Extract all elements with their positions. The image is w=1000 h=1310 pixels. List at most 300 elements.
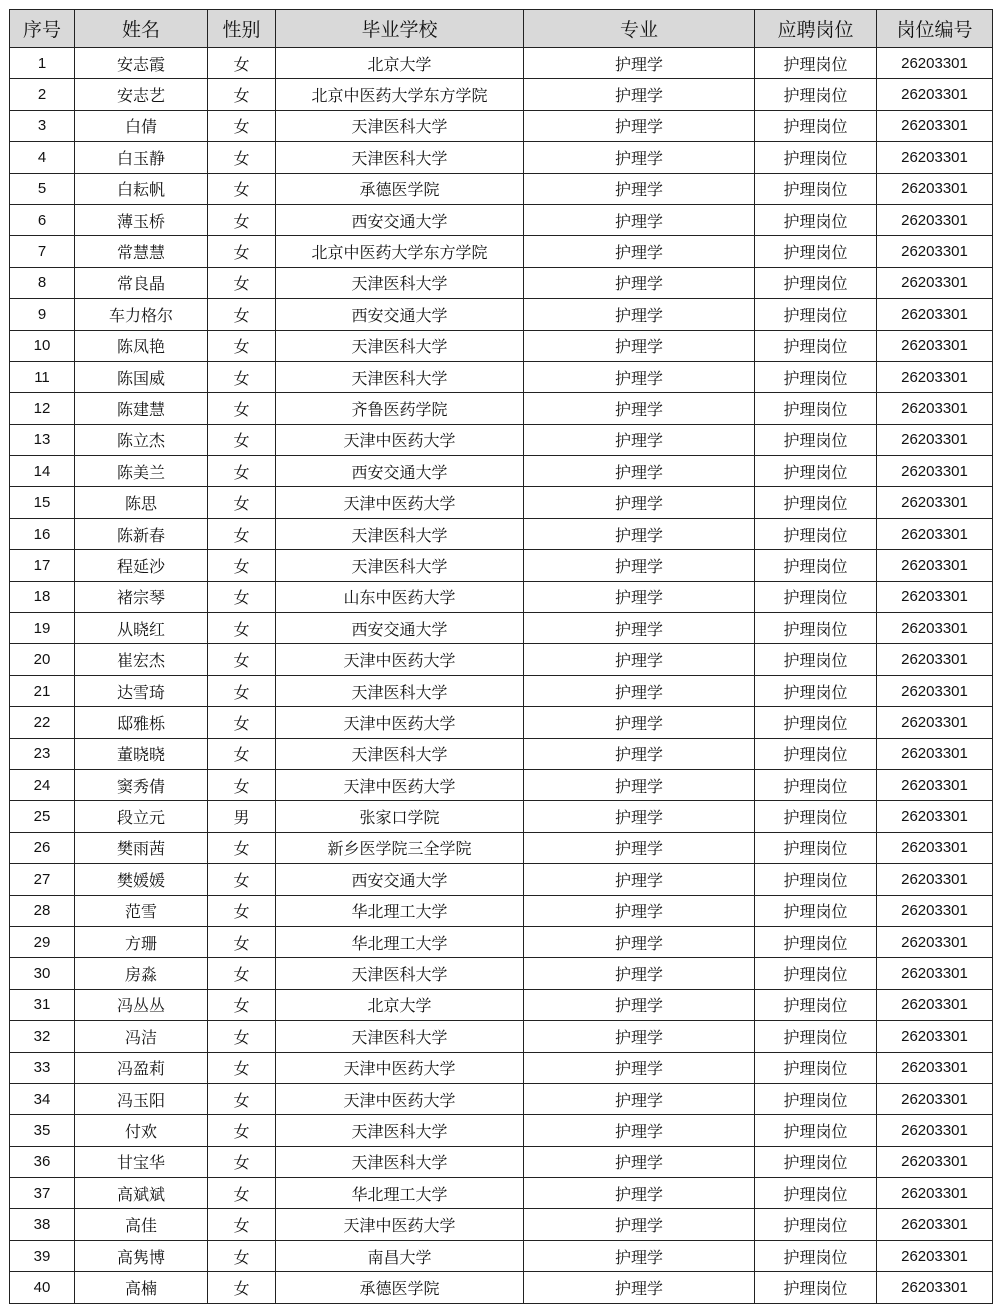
- cell-index: 39: [10, 1240, 75, 1271]
- cell-name: 陈国威: [75, 361, 208, 392]
- cell-position: 护理岗位: [755, 393, 877, 424]
- cell-gender: 女: [208, 204, 276, 235]
- table-row: [10, 1240, 993, 1271]
- cell-major: 护理学: [524, 926, 755, 957]
- cell-school: 天津医科大学: [276, 330, 524, 361]
- cell-name: 冯玉阳: [75, 1083, 208, 1114]
- cell-school: 北京中医药大学东方学院: [276, 236, 524, 267]
- cell-position-code: 26203301: [877, 613, 993, 644]
- cell-major: 护理学: [524, 707, 755, 738]
- cell-gender: 女: [208, 267, 276, 298]
- cell-gender: 女: [208, 832, 276, 863]
- cell-position-code: 26203301: [877, 926, 993, 957]
- table-row: [10, 832, 993, 863]
- table-row: [10, 801, 993, 832]
- table-row: [10, 1178, 993, 1209]
- cell-position-code: 26203301: [877, 1178, 993, 1209]
- cell-position: 护理岗位: [755, 1240, 877, 1271]
- cell-position: 护理岗位: [755, 518, 877, 549]
- cell-major: 护理学: [524, 299, 755, 330]
- table-row: [10, 79, 993, 110]
- cell-major: 护理学: [524, 48, 755, 79]
- cell-index: 30: [10, 958, 75, 989]
- cell-major: 护理学: [524, 487, 755, 518]
- cell-major: 护理学: [524, 424, 755, 455]
- cell-gender: 女: [208, 895, 276, 926]
- cell-position-code: 26203301: [877, 644, 993, 675]
- table-row: [10, 1209, 993, 1240]
- cell-name: 陈立杰: [75, 424, 208, 455]
- cell-school: 西安交通大学: [276, 613, 524, 644]
- cell-gender: 女: [208, 173, 276, 204]
- header-row: [10, 10, 993, 48]
- cell-school: 天津中医药大学: [276, 487, 524, 518]
- cell-position-code: 26203301: [877, 299, 993, 330]
- cell-major: 护理学: [524, 675, 755, 706]
- cell-position-code: 26203301: [877, 1052, 993, 1083]
- cell-gender: 女: [208, 644, 276, 675]
- cell-position-code: 26203301: [877, 864, 993, 895]
- cell-position: 护理岗位: [755, 989, 877, 1020]
- cell-major: 护理学: [524, 236, 755, 267]
- cell-index: 14: [10, 456, 75, 487]
- cell-major: 护理学: [524, 958, 755, 989]
- cell-position-code: 26203301: [877, 675, 993, 706]
- cell-index: 29: [10, 926, 75, 957]
- table-row: [10, 895, 993, 926]
- cell-index: 3: [10, 110, 75, 141]
- cell-position-code: 26203301: [877, 267, 993, 298]
- cell-gender: 女: [208, 330, 276, 361]
- header-position: 应聘岗位: [755, 10, 877, 48]
- cell-name: 冯洁: [75, 1021, 208, 1052]
- cell-name: 白玉静: [75, 142, 208, 173]
- cell-index: 40: [10, 1272, 75, 1303]
- cell-school: 天津医科大学: [276, 267, 524, 298]
- cell-school: 天津中医药大学: [276, 769, 524, 800]
- cell-school: 华北理工大学: [276, 895, 524, 926]
- table-row: [10, 456, 993, 487]
- cell-position-code: 26203301: [877, 1115, 993, 1146]
- cell-major: 护理学: [524, 1052, 755, 1083]
- cell-index: 17: [10, 550, 75, 581]
- cell-index: 34: [10, 1083, 75, 1114]
- cell-position: 护理岗位: [755, 456, 877, 487]
- cell-major: 护理学: [524, 801, 755, 832]
- cell-position-code: 26203301: [877, 1209, 993, 1240]
- cell-gender: 女: [208, 1083, 276, 1114]
- cell-index: 33: [10, 1052, 75, 1083]
- cell-position-code: 26203301: [877, 581, 993, 612]
- cell-name: 常良晶: [75, 267, 208, 298]
- table-row: [10, 424, 993, 455]
- table-row: [10, 675, 993, 706]
- cell-gender: 女: [208, 110, 276, 141]
- cell-gender: 女: [208, 1178, 276, 1209]
- table-row: [10, 361, 993, 392]
- cell-position: 护理岗位: [755, 769, 877, 800]
- cell-major: 护理学: [524, 1083, 755, 1114]
- cell-index: 38: [10, 1209, 75, 1240]
- cell-position-code: 26203301: [877, 330, 993, 361]
- cell-position: 护理岗位: [755, 267, 877, 298]
- cell-index: 18: [10, 581, 75, 612]
- table-row: [10, 581, 993, 612]
- cell-position-code: 26203301: [877, 1146, 993, 1177]
- cell-index: 16: [10, 518, 75, 549]
- table-row: [10, 299, 993, 330]
- cell-position: 护理岗位: [755, 895, 877, 926]
- cell-major: 护理学: [524, 895, 755, 926]
- header-index: 序号: [10, 10, 75, 48]
- cell-position: 护理岗位: [755, 142, 877, 173]
- cell-major: 护理学: [524, 1021, 755, 1052]
- document-page: [9, 9, 993, 1304]
- cell-name: 褚宗琴: [75, 581, 208, 612]
- cell-school: 天津医科大学: [276, 110, 524, 141]
- cell-name: 陈美兰: [75, 456, 208, 487]
- cell-index: 4: [10, 142, 75, 173]
- table-row: [10, 487, 993, 518]
- cell-position-code: 26203301: [877, 832, 993, 863]
- cell-major: 护理学: [524, 769, 755, 800]
- cell-position: 护理岗位: [755, 204, 877, 235]
- cell-index: 15: [10, 487, 75, 518]
- table-row: [10, 550, 993, 581]
- cell-name: 高隽博: [75, 1240, 208, 1271]
- cell-school: 天津中医药大学: [276, 1052, 524, 1083]
- cell-position: 护理岗位: [755, 236, 877, 267]
- cell-school: 天津中医药大学: [276, 1083, 524, 1114]
- cell-position-code: 26203301: [877, 1021, 993, 1052]
- cell-gender: 女: [208, 1115, 276, 1146]
- cell-gender: 女: [208, 393, 276, 424]
- cell-name: 高楠: [75, 1272, 208, 1303]
- cell-major: 护理学: [524, 832, 755, 863]
- cell-position-code: 26203301: [877, 518, 993, 549]
- table-row: [10, 738, 993, 769]
- table-row: [10, 958, 993, 989]
- cell-school: 西安交通大学: [276, 299, 524, 330]
- cell-name: 付欢: [75, 1115, 208, 1146]
- cell-school: 北京中医药大学东方学院: [276, 79, 524, 110]
- cell-position-code: 26203301: [877, 989, 993, 1020]
- cell-gender: 女: [208, 989, 276, 1020]
- applicant-table: [9, 9, 993, 1304]
- cell-school: 天津医科大学: [276, 518, 524, 549]
- cell-name: 董晓晓: [75, 738, 208, 769]
- cell-index: 20: [10, 644, 75, 675]
- cell-position: 护理岗位: [755, 613, 877, 644]
- cell-school: 天津中医药大学: [276, 424, 524, 455]
- cell-major: 护理学: [524, 644, 755, 675]
- cell-position-code: 26203301: [877, 958, 993, 989]
- cell-name: 甘宝华: [75, 1146, 208, 1177]
- table-row: [10, 1272, 993, 1303]
- cell-name: 窦秀倩: [75, 769, 208, 800]
- cell-major: 护理学: [524, 1209, 755, 1240]
- cell-school: 天津中医药大学: [276, 1209, 524, 1240]
- cell-position-code: 26203301: [877, 487, 993, 518]
- cell-school: 西安交通大学: [276, 456, 524, 487]
- cell-major: 护理学: [524, 1272, 755, 1303]
- cell-school: 承德医学院: [276, 173, 524, 204]
- cell-name: 樊雨茜: [75, 832, 208, 863]
- cell-major: 护理学: [524, 79, 755, 110]
- cell-gender: 女: [208, 1240, 276, 1271]
- cell-position-code: 26203301: [877, 1272, 993, 1303]
- table-row: [10, 1052, 993, 1083]
- cell-position: 护理岗位: [755, 361, 877, 392]
- cell-position-code: 26203301: [877, 895, 993, 926]
- cell-position-code: 26203301: [877, 1083, 993, 1114]
- cell-major: 护理学: [524, 267, 755, 298]
- cell-index: 21: [10, 675, 75, 706]
- cell-position: 护理岗位: [755, 48, 877, 79]
- cell-name: 从晓红: [75, 613, 208, 644]
- cell-index: 13: [10, 424, 75, 455]
- cell-school: 山东中医药大学: [276, 581, 524, 612]
- cell-name: 高斌斌: [75, 1178, 208, 1209]
- cell-name: 达雪琦: [75, 675, 208, 706]
- cell-major: 护理学: [524, 550, 755, 581]
- cell-position: 护理岗位: [755, 926, 877, 957]
- cell-position-code: 26203301: [877, 204, 993, 235]
- header-name: 姓名: [75, 10, 208, 48]
- cell-gender: 女: [208, 1052, 276, 1083]
- cell-position-code: 26203301: [877, 48, 993, 79]
- cell-index: 32: [10, 1021, 75, 1052]
- table-row: [10, 644, 993, 675]
- cell-gender: 女: [208, 707, 276, 738]
- cell-name: 崔宏杰: [75, 644, 208, 675]
- cell-major: 护理学: [524, 1178, 755, 1209]
- cell-position-code: 26203301: [877, 142, 993, 173]
- cell-gender: 女: [208, 738, 276, 769]
- cell-position-code: 26203301: [877, 424, 993, 455]
- cell-position: 护理岗位: [755, 299, 877, 330]
- cell-index: 11: [10, 361, 75, 392]
- cell-school: 华北理工大学: [276, 926, 524, 957]
- cell-index: 28: [10, 895, 75, 926]
- cell-position: 护理岗位: [755, 581, 877, 612]
- table-row: [10, 1083, 993, 1114]
- cell-name: 车力格尔: [75, 299, 208, 330]
- cell-gender: 女: [208, 142, 276, 173]
- cell-position: 护理岗位: [755, 1146, 877, 1177]
- cell-major: 护理学: [524, 142, 755, 173]
- cell-position: 护理岗位: [755, 675, 877, 706]
- table-row: [10, 518, 993, 549]
- cell-name: 陈新春: [75, 518, 208, 549]
- cell-index: 26: [10, 832, 75, 863]
- cell-gender: 男: [208, 801, 276, 832]
- table-row: [10, 110, 993, 141]
- cell-name: 樊媛媛: [75, 864, 208, 895]
- cell-position-code: 26203301: [877, 769, 993, 800]
- table-row: [10, 989, 993, 1020]
- table-header: [10, 10, 993, 48]
- cell-position-code: 26203301: [877, 738, 993, 769]
- cell-school: 承德医学院: [276, 1272, 524, 1303]
- cell-index: 36: [10, 1146, 75, 1177]
- cell-index: 5: [10, 173, 75, 204]
- cell-index: 24: [10, 769, 75, 800]
- cell-index: 2: [10, 79, 75, 110]
- cell-index: 22: [10, 707, 75, 738]
- cell-name: 白倩: [75, 110, 208, 141]
- cell-school: 南昌大学: [276, 1240, 524, 1271]
- cell-name: 冯盈莉: [75, 1052, 208, 1083]
- table-row: [10, 204, 993, 235]
- cell-school: 天津医科大学: [276, 738, 524, 769]
- cell-major: 护理学: [524, 738, 755, 769]
- cell-index: 27: [10, 864, 75, 895]
- cell-major: 护理学: [524, 518, 755, 549]
- cell-gender: 女: [208, 1146, 276, 1177]
- cell-school: 天津医科大学: [276, 1115, 524, 1146]
- cell-index: 19: [10, 613, 75, 644]
- cell-position: 护理岗位: [755, 1178, 877, 1209]
- cell-position-code: 26203301: [877, 173, 993, 204]
- cell-major: 护理学: [524, 1115, 755, 1146]
- cell-school: 天津医科大学: [276, 550, 524, 581]
- cell-school: 天津医科大学: [276, 361, 524, 392]
- table-row: [10, 769, 993, 800]
- cell-gender: 女: [208, 79, 276, 110]
- cell-gender: 女: [208, 769, 276, 800]
- cell-index: 10: [10, 330, 75, 361]
- table-row: [10, 1115, 993, 1146]
- header-gender: 性别: [208, 10, 276, 48]
- cell-position-code: 26203301: [877, 236, 993, 267]
- cell-gender: 女: [208, 424, 276, 455]
- cell-position: 护理岗位: [755, 958, 877, 989]
- cell-position-code: 26203301: [877, 79, 993, 110]
- cell-index: 31: [10, 989, 75, 1020]
- table-row: [10, 393, 993, 424]
- cell-name: 邸雅栎: [75, 707, 208, 738]
- cell-gender: 女: [208, 958, 276, 989]
- cell-name: 房淼: [75, 958, 208, 989]
- cell-school: 天津医科大学: [276, 958, 524, 989]
- cell-major: 护理学: [524, 393, 755, 424]
- cell-index: 8: [10, 267, 75, 298]
- cell-position: 护理岗位: [755, 173, 877, 204]
- cell-major: 护理学: [524, 330, 755, 361]
- table-row: [10, 48, 993, 79]
- cell-name: 陈建慧: [75, 393, 208, 424]
- cell-school: 北京大学: [276, 48, 524, 79]
- table-row: [10, 1146, 993, 1177]
- table-row: [10, 330, 993, 361]
- cell-major: 护理学: [524, 173, 755, 204]
- table-body: [10, 48, 993, 1304]
- table-row: [10, 267, 993, 298]
- cell-position: 护理岗位: [755, 1083, 877, 1114]
- cell-major: 护理学: [524, 1146, 755, 1177]
- cell-gender: 女: [208, 487, 276, 518]
- table-row: [10, 613, 993, 644]
- cell-gender: 女: [208, 1272, 276, 1303]
- cell-major: 护理学: [524, 110, 755, 141]
- cell-position-code: 26203301: [877, 707, 993, 738]
- cell-name: 程延沙: [75, 550, 208, 581]
- cell-school: 张家口学院: [276, 801, 524, 832]
- cell-position: 护理岗位: [755, 832, 877, 863]
- cell-index: 23: [10, 738, 75, 769]
- header-school: 毕业学校: [276, 10, 524, 48]
- cell-name: 陈思: [75, 487, 208, 518]
- table-row: [10, 236, 993, 267]
- table-row: [10, 926, 993, 957]
- table-row: [10, 173, 993, 204]
- cell-name: 方珊: [75, 926, 208, 957]
- cell-name: 冯丛丛: [75, 989, 208, 1020]
- table-row: [10, 142, 993, 173]
- cell-name: 安志艺: [75, 79, 208, 110]
- cell-school: 天津医科大学: [276, 142, 524, 173]
- cell-major: 护理学: [524, 456, 755, 487]
- cell-position-code: 26203301: [877, 361, 993, 392]
- cell-gender: 女: [208, 613, 276, 644]
- cell-position: 护理岗位: [755, 1209, 877, 1240]
- cell-name: 范雪: [75, 895, 208, 926]
- cell-school: 天津医科大学: [276, 1021, 524, 1052]
- cell-major: 护理学: [524, 1240, 755, 1271]
- cell-name: 白耘帆: [75, 173, 208, 204]
- cell-position: 护理岗位: [755, 801, 877, 832]
- cell-gender: 女: [208, 581, 276, 612]
- cell-position: 护理岗位: [755, 79, 877, 110]
- cell-gender: 女: [208, 299, 276, 330]
- header-major: 专业: [524, 10, 755, 48]
- cell-name: 常慧慧: [75, 236, 208, 267]
- cell-gender: 女: [208, 926, 276, 957]
- cell-name: 安志霞: [75, 48, 208, 79]
- cell-gender: 女: [208, 48, 276, 79]
- cell-school: 齐鲁医药学院: [276, 393, 524, 424]
- table-row: [10, 707, 993, 738]
- cell-position: 护理岗位: [755, 1052, 877, 1083]
- cell-school: 天津中医药大学: [276, 707, 524, 738]
- cell-major: 护理学: [524, 361, 755, 392]
- cell-index: 9: [10, 299, 75, 330]
- cell-gender: 女: [208, 518, 276, 549]
- cell-position: 护理岗位: [755, 864, 877, 895]
- cell-major: 护理学: [524, 864, 755, 895]
- cell-position: 护理岗位: [755, 1272, 877, 1303]
- cell-school: 天津医科大学: [276, 675, 524, 706]
- cell-gender: 女: [208, 864, 276, 895]
- cell-school: 华北理工大学: [276, 1178, 524, 1209]
- cell-index: 1: [10, 48, 75, 79]
- cell-position-code: 26203301: [877, 110, 993, 141]
- cell-position: 护理岗位: [755, 487, 877, 518]
- cell-index: 25: [10, 801, 75, 832]
- cell-position: 护理岗位: [755, 330, 877, 361]
- cell-position: 护理岗位: [755, 707, 877, 738]
- cell-index: 35: [10, 1115, 75, 1146]
- cell-position: 护理岗位: [755, 424, 877, 455]
- cell-position-code: 26203301: [877, 801, 993, 832]
- cell-position: 护理岗位: [755, 1115, 877, 1146]
- cell-index: 6: [10, 204, 75, 235]
- cell-major: 护理学: [524, 204, 755, 235]
- cell-position: 护理岗位: [755, 1021, 877, 1052]
- cell-gender: 女: [208, 456, 276, 487]
- table-row: [10, 1021, 993, 1052]
